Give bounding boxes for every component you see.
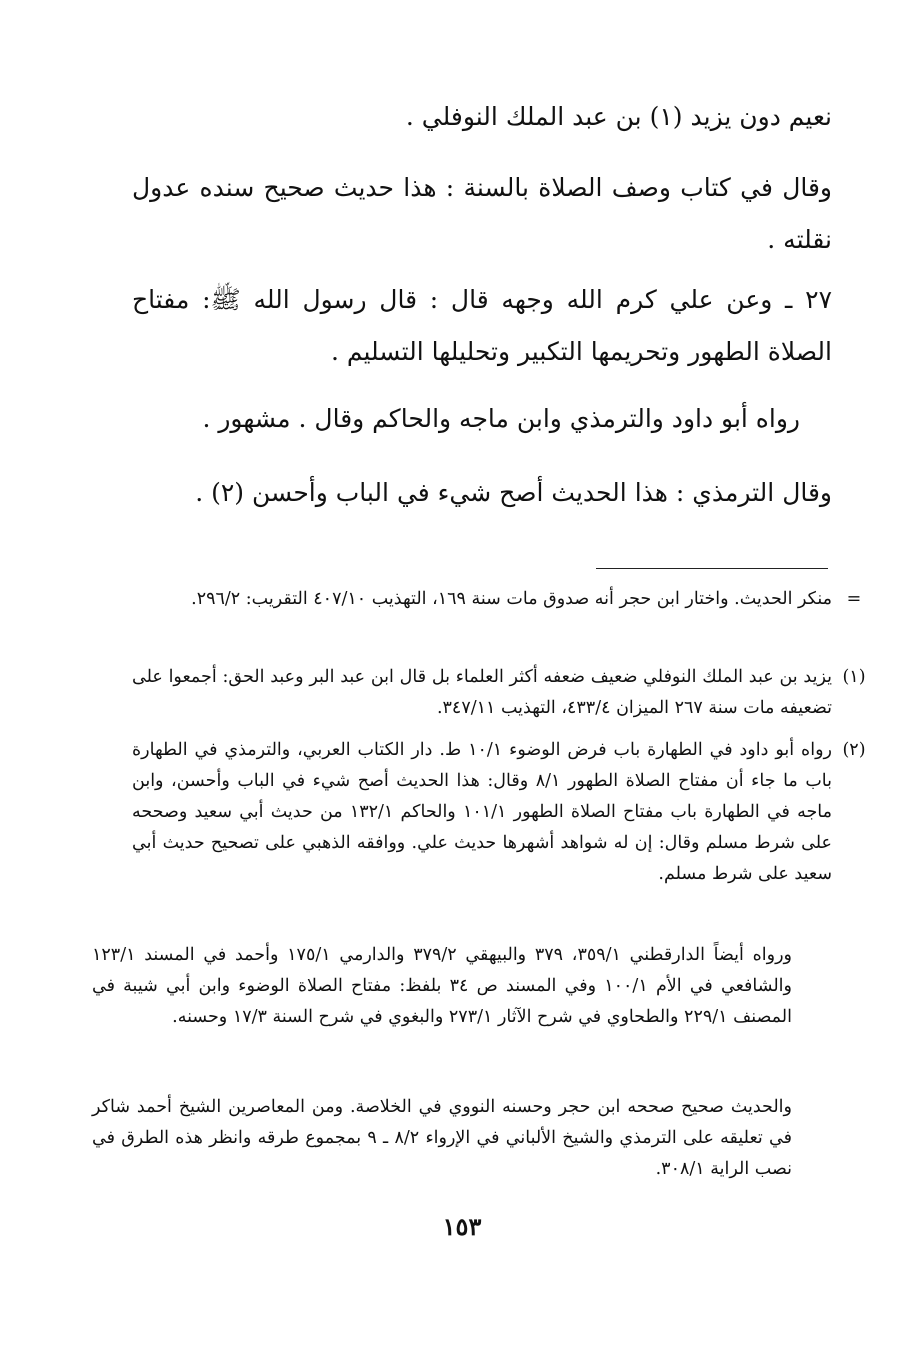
body-line-1: نعيم دون يزيد (١) بن عبد الملك النوفلي . — [405, 102, 832, 131]
footnote-2-marker: (٢) — [842, 740, 866, 760]
footnote-continued-text: منكر الحديث. واختار ابن حجر أنه صدوق مات سنة ١٦٩، التهذيب ٤٠٧/١٠ التقريب: ٢٩٦/٢. — [191, 589, 832, 609]
footnote-continued-marker: = — [846, 589, 862, 609]
footnote-1-text: يزيد بن عبد الملك النوفلي ضعيف ضعفه أكثر العلماء بل قال ابن عبد البر وعبد الحق: أجمعوا على تضعيفه مات سنة ٢٦٧ الميزان ٤٣٣/٤، التهذيب ٣٤٧/١١. — [132, 667, 832, 718]
footnote-2-text: رواه أبو داود في الطهارة باب فرض الوضوء ١٠/١ ط. دار الكتاب العربي، والترمذي في الطهارة باب ما جاء أن مفتاح الصلاة الطهور ٨/١ وقال: هذا الحديث أصح شيء في الباب وأحسن، وابن ماجه في الطهارة باب مفتاح الصلاة الطهور ١٠١/١ والحاكم ١٣٢/١ من حديث أبي سعيد وصححه على شرط مسلم وقال: إن له شواهد أشهرها حديث علي. ووافقه الذهبي على تصحيح حديث أبي سعيد على شرط مسلم. — [132, 740, 833, 884]
footnote-1 — [132, 662, 866, 724]
page-number: ١٥٣ — [442, 1212, 482, 1241]
footnote-2 — [132, 735, 866, 890]
footnote-separator — [596, 568, 828, 569]
footnote-continued — [132, 584, 862, 615]
body-paragraph-2: وقال في كتاب وصف الصلاة بالسنة : هذا حديث صحيح سنده عدول نقلته . — [132, 173, 832, 254]
body-line-4: رواه أبو داود والترمذي وابن ماجه والحاكم وقال . مشهور . — [202, 404, 800, 433]
footnote-2-continuation-a: ورواه أيضاً الدارقطني ٣٥٩/١، ٣٧٩ والبيهقي ٣٧٩/٢ والدارمي ١٧٥/١ وأحمد في المسند ١٢٣/١ والشافعي في الأم ١٠٠/١ وفي المسند ص ٣٤ بلفظ: مفتاح الصلاة الوضوء وابن أبي شيبة في المصنف ٢٢٩/١ والطحاوي في شرح الآثار ٢٧٣/١ والبغوي في شرح السنة ١٧/٣ وحسنه. — [92, 945, 792, 1027]
footnote-1-marker: (١) — [842, 667, 866, 687]
body-line-5: وقال الترمذي : هذا الحديث أصح شيء في الباب وأحسن (٢) . — [195, 478, 832, 507]
hadith-27-paragraph: ٢٧ ـ وعن علي كرم الله وجهه قال : قال رسول الله ﷺ: مفتاح الصلاة الطهور وتحريمها التكبير وتحليلها التسليم . — [132, 285, 832, 366]
footnote-2-continuation-b: والحديث صحيح صححه ابن حجر وحسنه النووي في الخلاصة. ومن المعاصرين الشيخ أحمد شاكر في تعليقه على الترمذي والشيخ الألباني في الإرواء ٨/٢ ـ ٩ بمجموع طرقه وانظر هذه الطرق في نصب الراية ٣٠٨/١. — [92, 1097, 793, 1179]
